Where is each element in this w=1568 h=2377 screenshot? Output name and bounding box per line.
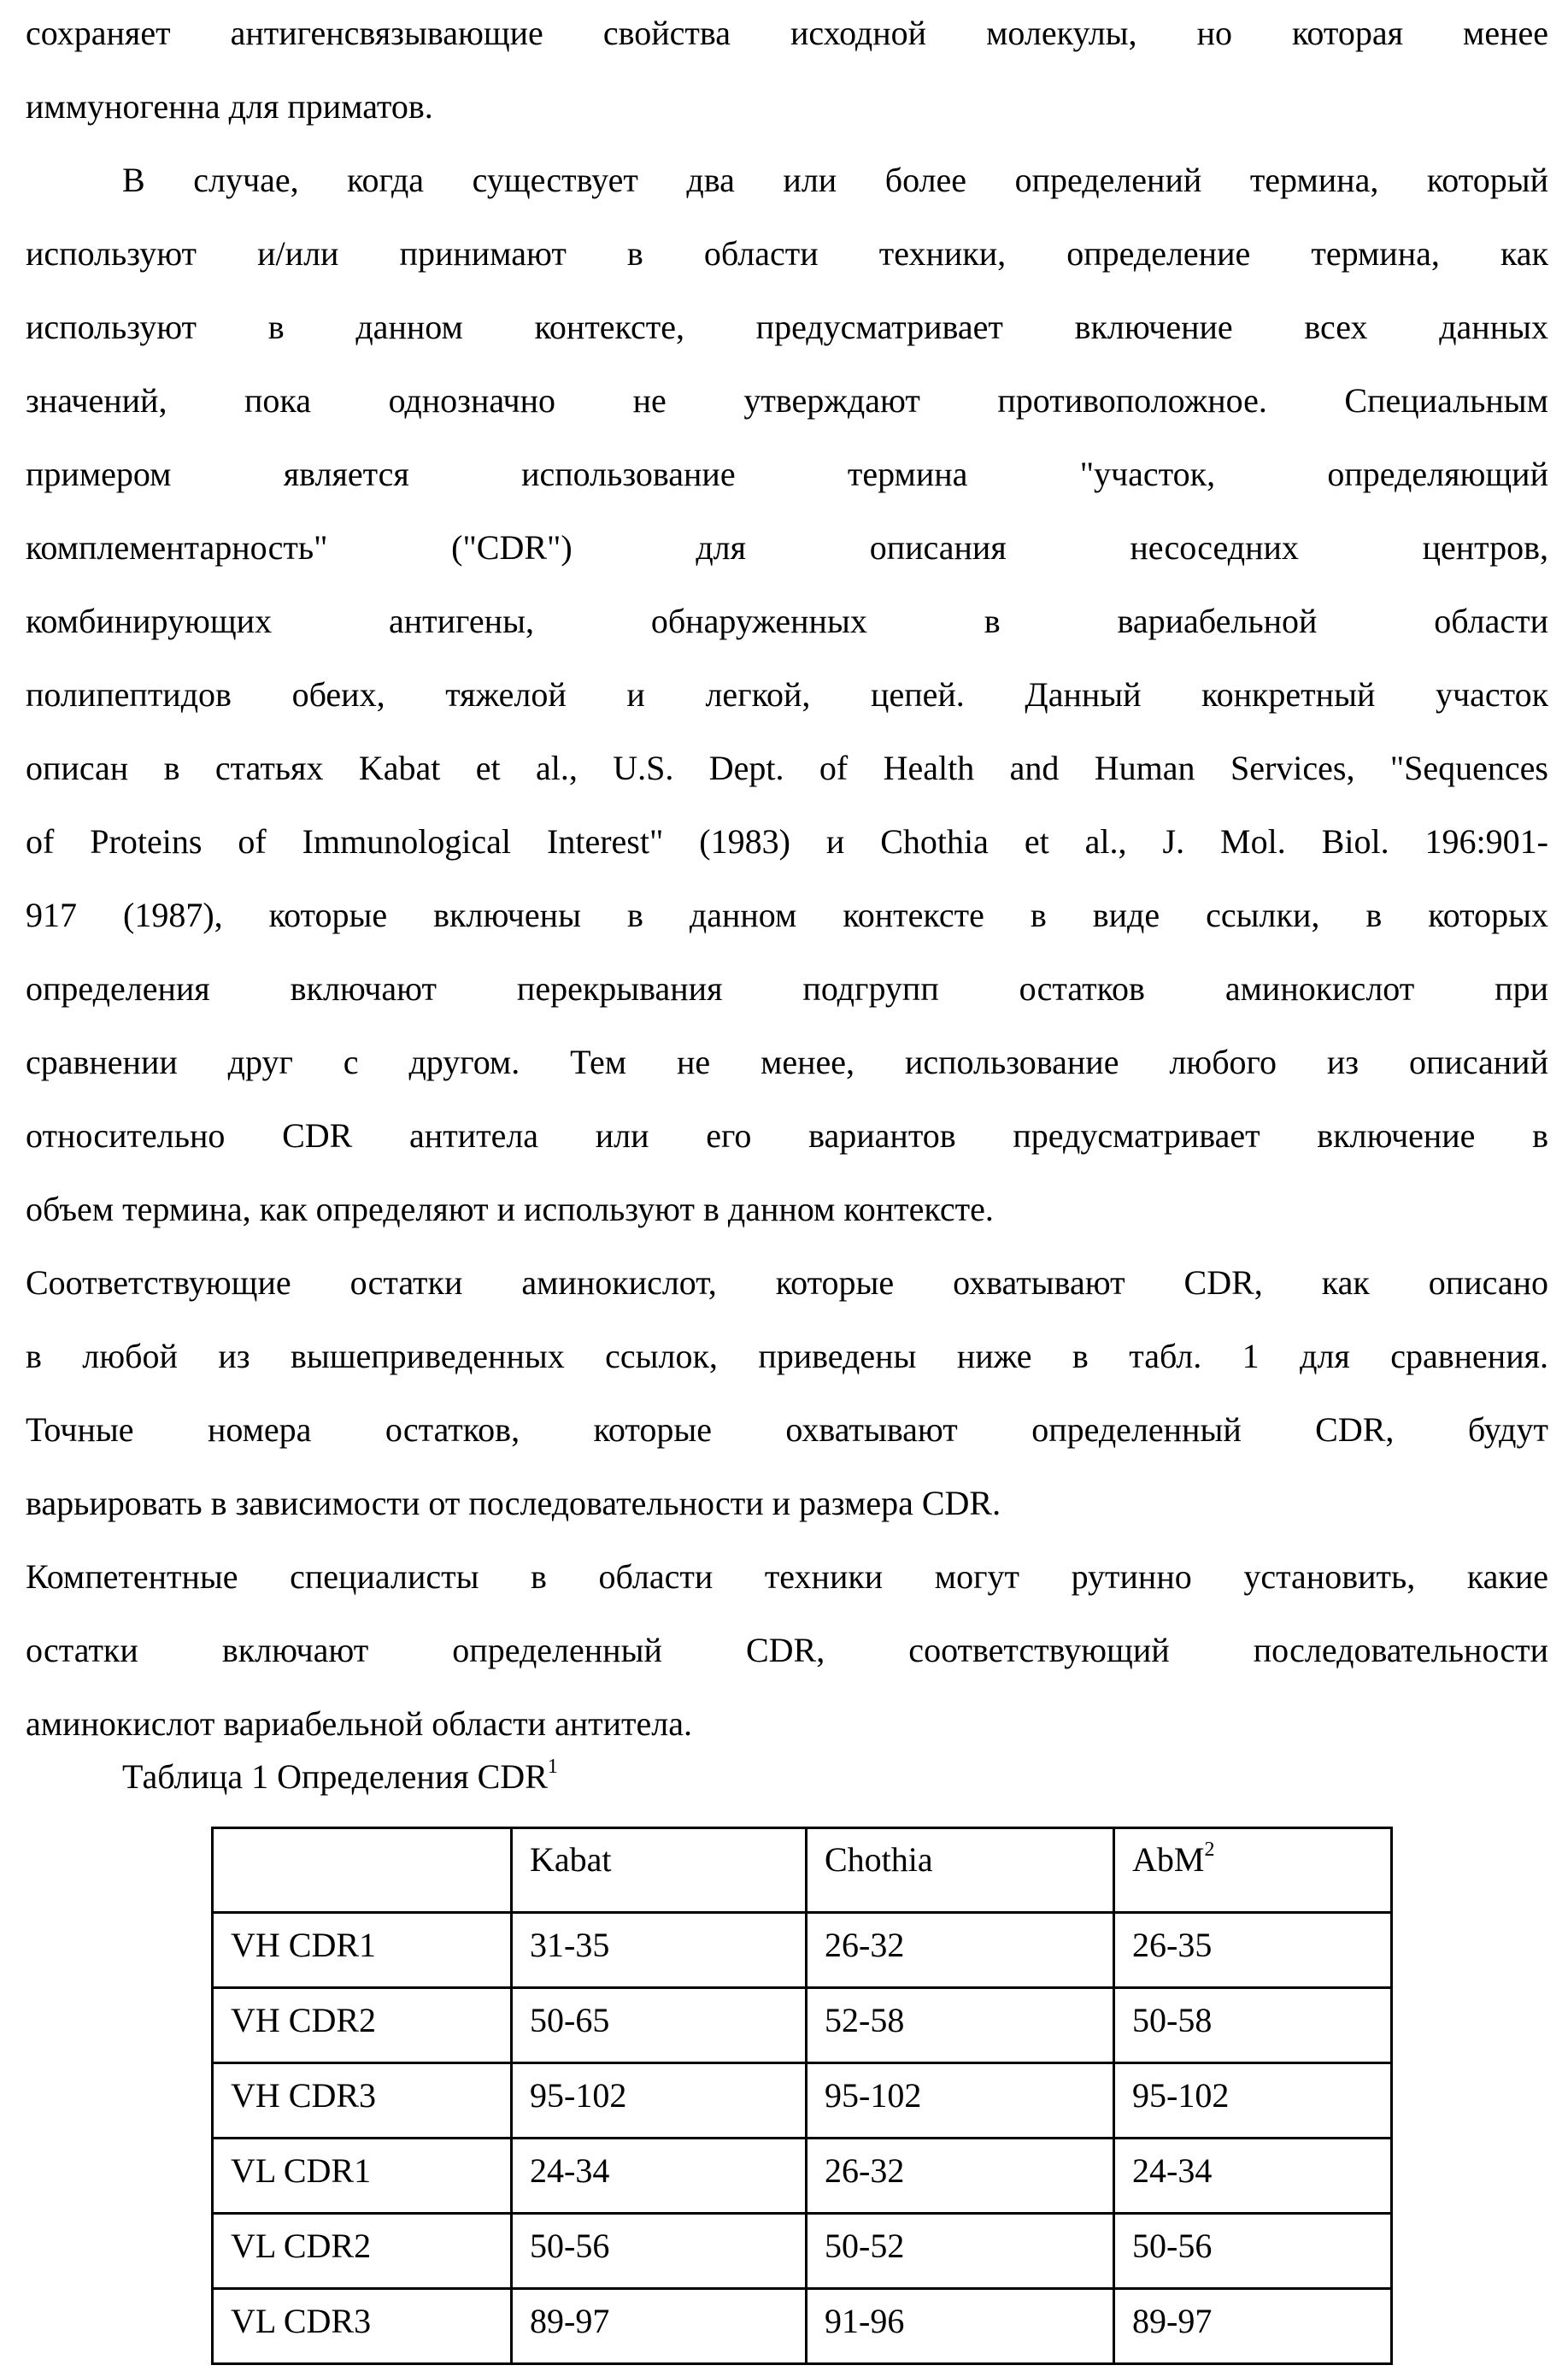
text-line: примером является использование термина "участок, определяющий [26, 455, 1548, 493]
cell-chothia: 26-32 [807, 1913, 1114, 1988]
cell-chothia: 50-52 [807, 2214, 1114, 2289]
table-caption-footnote: 1 [547, 1756, 558, 1778]
cell-chothia: 26-32 [807, 2139, 1114, 2214]
text-line: полипептидов обеих, тяжелой и легкой, цепей. Данный конкретный участок [26, 675, 1548, 714]
cell-kabat: 24-34 [512, 2139, 807, 2214]
text-line: В случае, когда существует два или более определений термина, который [122, 161, 1548, 199]
cell-kabat: 89-97 [512, 2289, 807, 2364]
row-label: VL CDR1 [213, 2139, 512, 2214]
cell-abm: 95-102 [1114, 2063, 1392, 2139]
text-line: сравнении друг с другом. Тем не менее, использование любого из описаний [26, 1043, 1548, 1081]
text-line: значений, пока однозначно не утверждают противоположное. Специальным [26, 381, 1548, 420]
text-line: of Proteins of Immunological Interest" (1983) и Chothia et al., J. Mol. Biol. 196:901- [26, 822, 1548, 861]
cell-abm: 24-34 [1114, 2139, 1392, 2214]
table-caption-text: Таблица 1 Определения CDR [122, 1757, 548, 1796]
table-row [213, 2063, 1392, 2139]
text-line: комбинирующих антигены, обнаруженных в вариабельной области [26, 602, 1548, 640]
table-row [213, 1913, 1392, 1988]
cell-kabat: 31-35 [512, 1913, 807, 1988]
text-line: Компетентные специалисты в области техники могут рутинно установить, какие [26, 1557, 1548, 1596]
cell-abm: 26-35 [1114, 1913, 1392, 1988]
table-caption [122, 1756, 558, 1797]
cell-chothia: 95-102 [807, 2063, 1114, 2139]
header-cell-empty [213, 1828, 512, 1913]
text-line: иммуногенна для приматов. [26, 87, 433, 126]
row-label: VH CDR2 [213, 1988, 512, 2063]
text-line: Соответствующие остатки аминокислот, которые охватывают CDR, как описано [26, 1263, 1548, 1302]
abm-footnote: 2 [1204, 1839, 1215, 1861]
header-cell-chothia: Chothia [807, 1828, 1114, 1913]
text-line: Точные номера остатков, которые охватывают определенный CDR, будут [26, 1410, 1548, 1449]
table-header-row [213, 1828, 1392, 1913]
cell-kabat: 95-102 [512, 2063, 807, 2139]
text-line: определения включают перекрывания подгрупп остатков аминокислот при [26, 969, 1548, 1008]
text-line: остатки включают определенный CDR, соответствующий последовательности [26, 1631, 1548, 1669]
header-cell-kabat: Kabat [512, 1828, 807, 1913]
row-label: VH CDR3 [213, 2063, 512, 2139]
text-line: 917 (1987), которые включены в данном контексте в виде ссылки, в которых [26, 896, 1548, 934]
cell-chothia: 52-58 [807, 1988, 1114, 2063]
cell-abm: 50-58 [1114, 1988, 1392, 2063]
text-line: описан в статьях Kabat et al., U.S. Dept. of Health and Human Services, "Sequences [26, 749, 1548, 787]
table-row [213, 2139, 1392, 2214]
cell-kabat: 50-65 [512, 1988, 807, 2063]
header-cell-abm: AbM$^2$ [1114, 1828, 1392, 1913]
row-label: VL CDR2 [213, 2214, 512, 2289]
text-line: варьировать в зависимости от последовательности и размера CDR. [26, 1484, 1001, 1522]
table-row [213, 1988, 1392, 2063]
cell-chothia: 91-96 [807, 2289, 1114, 2364]
text-line: относительно CDR антитела или его вариантов предусматривает включение в [26, 1116, 1548, 1155]
table-row [213, 2289, 1392, 2364]
row-label: VH CDR1 [213, 1913, 512, 1988]
text-line: комплементарность" ("CDR") для описания несоседних центров, [26, 528, 1548, 567]
cdr-definitions-table [211, 1827, 1393, 2365]
text-line: аминокислот вариабельной области антитела. [26, 1704, 692, 1743]
cell-abm: 50-56 [1114, 2214, 1392, 2289]
cell-kabat: 50-56 [512, 2214, 807, 2289]
row-label: VL CDR3 [213, 2289, 512, 2364]
text-line: используют в данном контексте, предусматривает включение всех данных [26, 308, 1548, 346]
table-row [213, 2214, 1392, 2289]
text-line: сохраняет антигенсвязывающие свойства исходной молекулы, но которая менее [26, 14, 1548, 52]
text-line: используют и/или принимают в области техники, определение термина, как [26, 234, 1548, 273]
cell-abm: 89-97 [1114, 2289, 1392, 2364]
text-line: объем термина, как определяют и используют в данном контексте. [26, 1190, 994, 1228]
text-line: в любой из вышеприведенных ссылок, приведены ниже в табл. 1 для сравнения. [26, 1337, 1548, 1375]
